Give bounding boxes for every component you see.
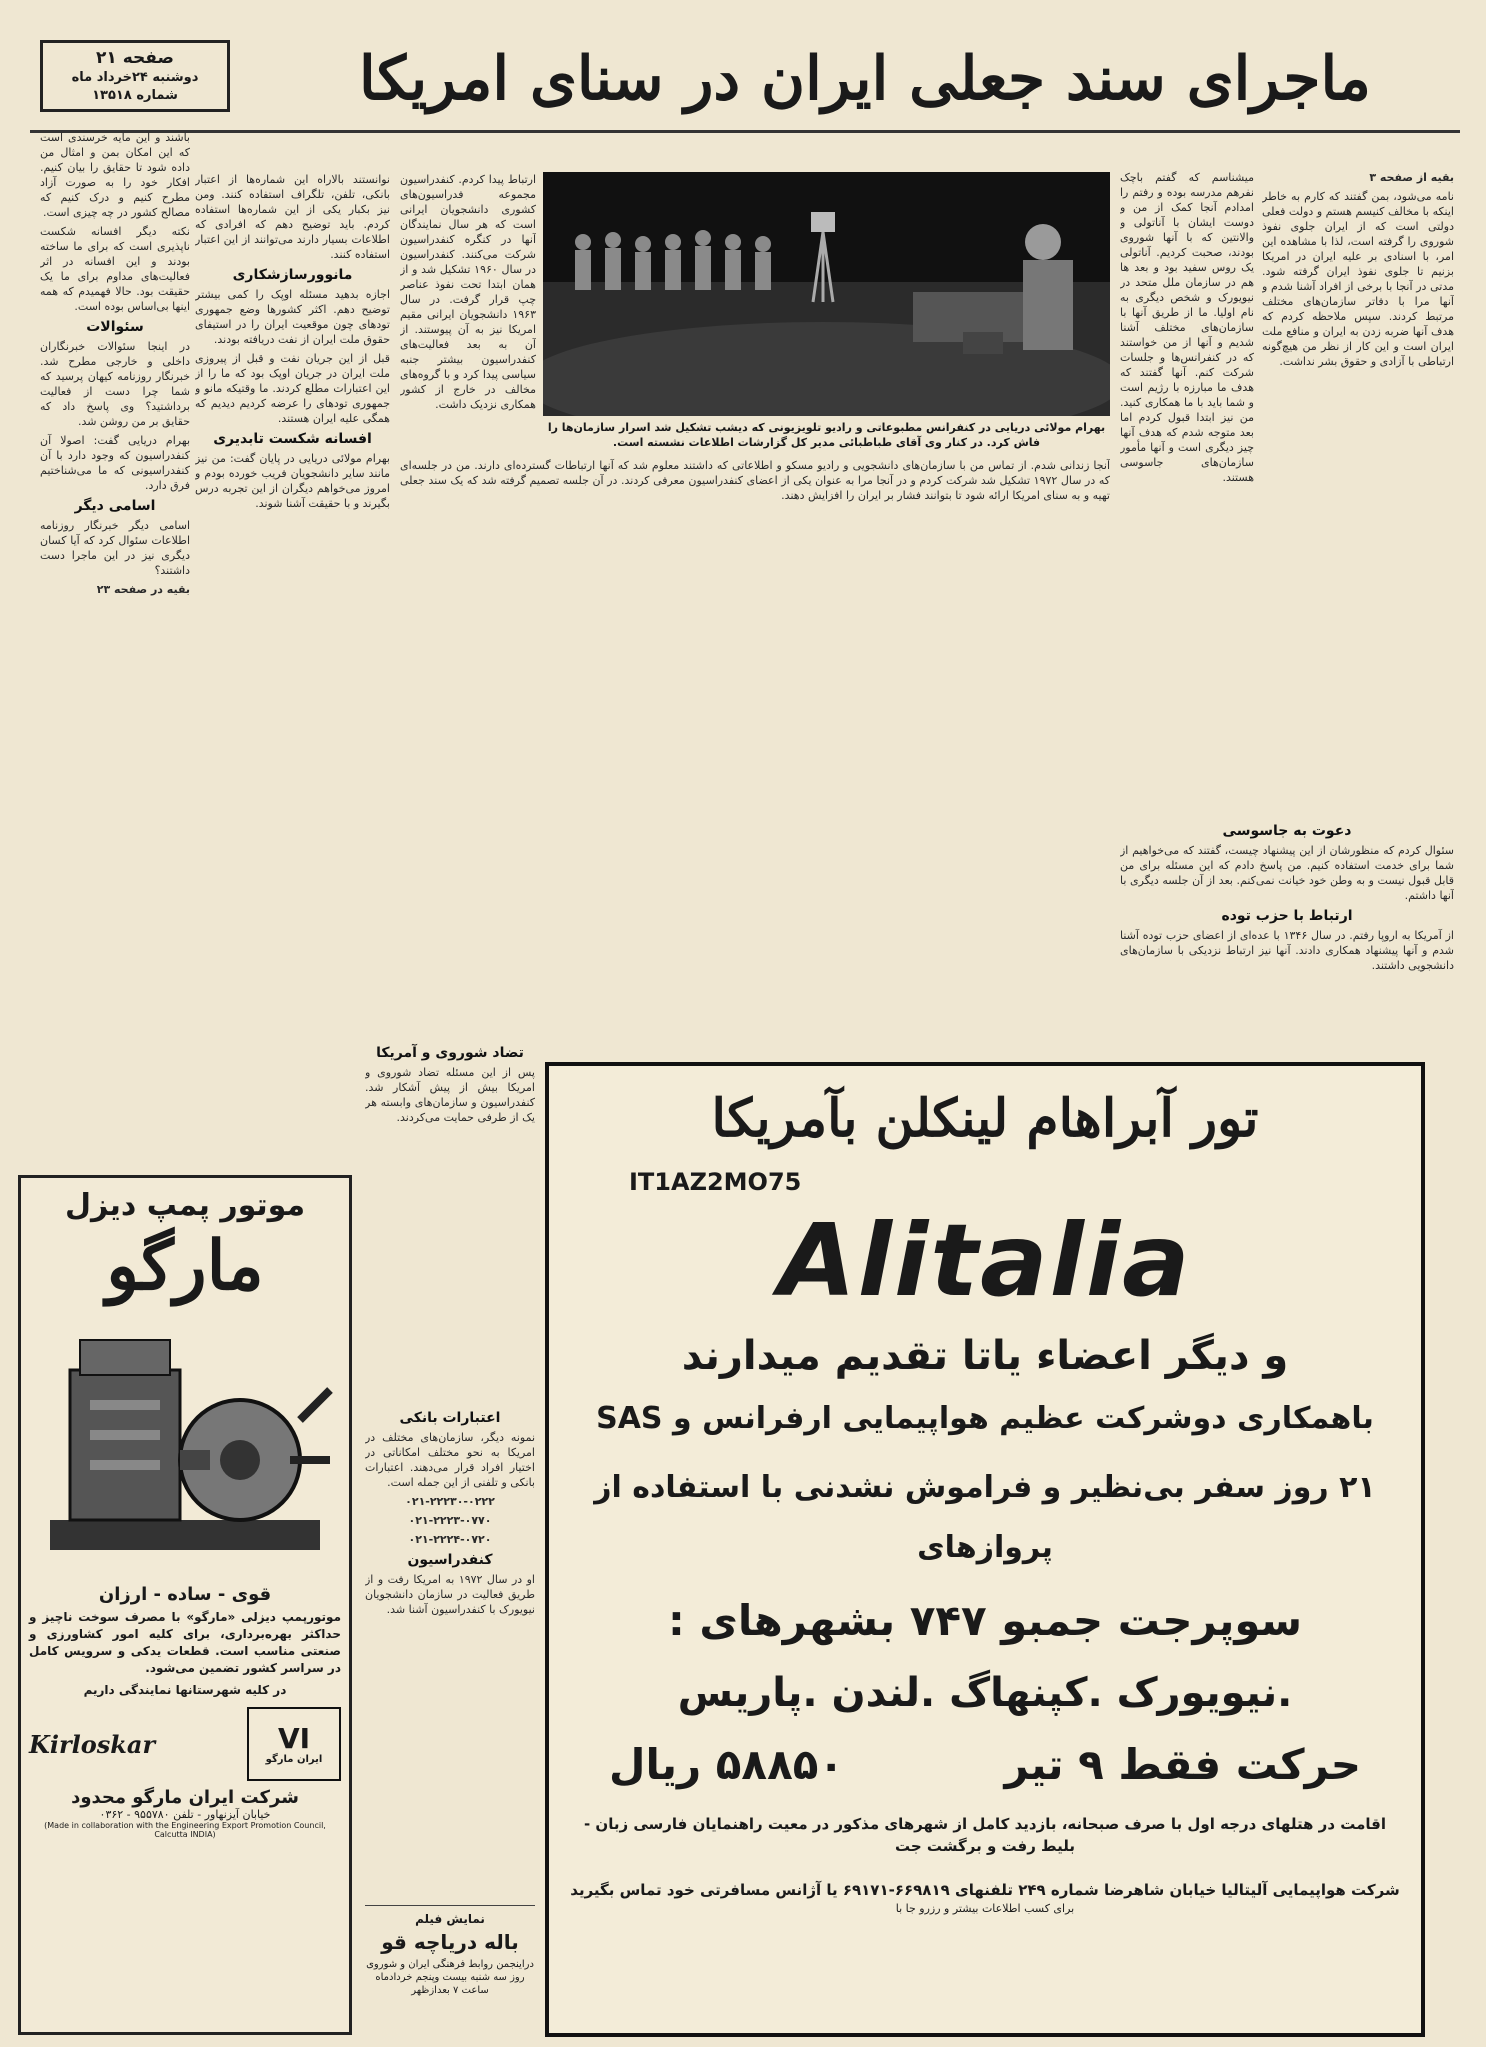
- marco-footer: (Made in collaboration with the Engineering Export Promotion Council, Calcutta INDIA): [44, 1821, 326, 1839]
- article-column-4: [400, 172, 536, 452]
- subhead-manoeuvre: مانوورسازشکاری: [232, 267, 353, 283]
- aircraft-line: سوپرجت جمبو ۷۴۷ بشهرهای :: [667, 1596, 1303, 1645]
- tour-title: تور آبراهام لینکلن بآمریکا: [711, 1088, 1259, 1149]
- col5-text: نوانستند بالاراه این شماره‌ها از اعتبار بانکی، تلفن، تلگراف استفاده کنند. ومن نیز بکبار یکی از این شماره‌ها استفاده کردم. باید توضیح دهم که افرادی که اطلاعات بسیار دارند می‌توانند از این اعتبار استفاده کنند.: [195, 173, 390, 261]
- tour-price: ۵۸۸۵۰ ریال: [609, 1740, 844, 1789]
- iata-members-line: و دیگر اعضاء یاتا تقدیم میدارند: [681, 1333, 1289, 1379]
- phone-3: ۰۲۱-۲۲۲۴-۰۷۲۰: [408, 1533, 492, 1546]
- article-col1-text: نامه می‌شود، بمن گفتند که کارم به خاطر اینکه با مخالف کنیسم هستم و دولت فعلی دولتی است که از ایران جلوی نفوذ شوروی را گرفته است، لذا با مشاهده این امر، با اسنادی بر علیه ایران در امریکا بزنیم تا جلوی نفوذ ایران گرفته شود. مدتی در آنجا با برخی از افراد آشنا شدم و آنها مرا با دفاتر سازمان‌های مختلف مرتبط کردند. سپس ملاحظه کردم که هدف آنها ضربه زدن به ایران و منافع ملت ایران است و این کار از نظر من هیچ‌گونه ارتباطی با آزادی و حقوق بشر نداشت.: [1262, 190, 1454, 368]
- subhead-bank: اعتبارات بانکی: [399, 1410, 501, 1426]
- continuation-note: بقیه از صفحه ۳: [1369, 171, 1454, 184]
- manoeuvre-text: اجازه بدهید مسئله اوپک را کمی بیشتر توضیح دهم. اکثر کشورها وضع جمهوری تودهای چون موقعیت ایران را در استیفای حقوق ملت ایران از نفت دریافته بودند.: [195, 288, 390, 346]
- engine-pump-icon: [30, 1310, 340, 1580]
- continued-note: بقیه در صفحه ۲۳: [96, 583, 190, 596]
- film-notice-label: نمایش فیلم: [415, 1912, 485, 1926]
- photo-caption: بهرام مولائی دریایی در کنفرانس مطبوعاتی و رادیو تلویزیونی که دیشب تشکیل شد اسرار سازمان‌ها را فاش کرد. در کنار وی آقای طباطبائی مدیر کل گزارشات اطلاعات نشسته است.: [547, 421, 1106, 449]
- film-notice: [365, 1905, 535, 2015]
- bank-section: [365, 1405, 535, 1825]
- info-line: برای کسب اطلاعات بیشتر و رزرو جا با: [895, 1902, 1075, 1915]
- failure-text: بهرام مولائی دریایی در پایان گفت: من نیز مانند سایر دانشجویان فریب خورده بودم و امروز می‌خواهم دیگران از این تجربه درس بگیرند و با حقیقت آشنا شوند.: [195, 452, 390, 510]
- issue-date: دوشنبه ۲۴خرداد ماه: [71, 70, 199, 85]
- col6-end-text: بهرام دریایی گفت: اصولا آن کنفدراسیون که وجود دارد با آن کنفدراسیونی که ما می‌شناختیم فرق دارد.: [40, 434, 190, 492]
- bank-text: نمونه دیگر، سازمان‌های مختلف در امریکا به نحو مختلف امکاناتی در اختیار افراد قرار می‌دهند. اعتبارات بانکی و تلفنی از این جمله است.: [365, 1431, 535, 1489]
- soviet-text: پس از این مسئله تضاد شوروی و امریکا بیش از پیش آشکار شد. کنفدراسیون و سازمان‌های وابسته هر یک از طرفی حمایت می‌کردند.: [365, 1066, 535, 1124]
- article-column-3: [400, 458, 1110, 1038]
- subhead-tudeh: ارتباط با حزب توده: [1221, 908, 1353, 924]
- tour-code: IT1AZ2MO75: [629, 1168, 802, 1196]
- partners-line: باهمکاری دوشرکت عظیم هواپیمایی ارفرانس و SAS: [596, 1401, 1374, 1436]
- page-number: صفحه ۲۱: [96, 48, 174, 68]
- kirloskar-logo: Kirloskar: [29, 1729, 156, 1759]
- marco-advertisement: [18, 1175, 352, 2035]
- article-col3-text: آنجا زندانی شدم. از تماس من با سازمان‌های دانشجویی و رادیو مسکو و اطلاعاتی که داشتند معلوم شد که آنها ارتباطات گسترده‌ای دارند. من در جلسه‌ای که در سال ۱۹۷۲ تشکیل شد شرکت کردم و در آنجا مرا به عنوان یکی از اعضای کنفدراسیون معرفی کردند. در آن جلسه تصمیم گرفته شد که یک سند جعلی تهیه و به سنای امریکا ارائه شود تا بتوانند فشار بر ایران را افزایش دهند.: [400, 459, 1110, 502]
- contact-line: شرکت هواپیمایی آلیتالیا خیابان شاهرضا شماره ۲۴۹ تلفنهای ۶۶۹۸۱۹-۶۹۱۷۱ یا آژانس مسافرتی خود تماس بگیرید: [570, 1881, 1400, 1899]
- espionage-section: [1120, 818, 1454, 1048]
- marco-company: شرکت ایران مارگو محدود: [71, 1787, 299, 1808]
- article-col2-text: میشناسم که گفتم باچک نفرهم مدرسه بوده و رفتم را امدادم آنجا کمک از من و دوست ایشان با آناتولی و والانتین که با آنها شوروی بودند، صحبت کردیم. آناتولی یک روس سفید بود و بعد ها هم در سازمان ملل متحد در نیویورک و شخص دیگری به نام اولیا. ما از طریق آنها با سازمان‌های مختلف آشنا شدیم و آنها از من خواستند که در کنفرانس‌ها و جلسات شرکت کنم. آنها گفتند که هدف ما مبارزه با رژیم است و شما باید با ما همکاری کنید. من نیز ابتدا قبول کردم اما بعد متوجه شدم که هدف آنها چیز دیگری است و آنها مأمور سازمان‌های جاسوسی هستند.: [1120, 171, 1254, 484]
- iran-marco-logo-text: ایران مارگو: [265, 1753, 323, 1765]
- article-column-6: [40, 130, 190, 1170]
- marco-address: خیابان آیزنهاور - تلفن ۹۵۵۷۸۰ - ۰۳۶۲: [99, 1808, 271, 1821]
- departure-date: حرکت فقط ۹ تیر: [1004, 1740, 1361, 1789]
- tudeh-text: از آمریکا به اروپا رفتم. در سال ۱۳۴۶ با عده‌ای از اعضای حزب توده آشنا شدم و آنها پیشنهاد همکاری دادند. آنها نیز ارتباط نزدیکی با سازمان‌های دانشجویی داشتند.: [1120, 929, 1454, 972]
- espionage-text: سئوال کردم که منظورشان از این پیشنهاد چیست، گفتند که می‌خواهیم از شما برای خدمت استفاده کنیم. من پاسخ دادم که این مسئله برای من قابل قبول نیست و به وطن خود خیانت نمی‌کنم. بعد از آن جلسه دیگری با آنها داشتم.: [1120, 844, 1454, 902]
- questions-text: در اینجا سئوالات خبرنگاران داخلی و خارجی مطرح شد. خبرنگار روزنامه کیهان پرسید که شما چرا دست از فعالیت برداشتید؟ وی پاسخ داد که حقایق بر من روشن شد.: [40, 340, 190, 428]
- press-conference-photo: [543, 172, 1110, 416]
- article-column-2: [1120, 170, 1254, 810]
- headline-rule: [30, 130, 1460, 133]
- phone-2: ۰۲۱-۲۲۲۳-۰۷۷۰: [408, 1514, 492, 1527]
- col5-lower-text: قبل از این جریان نفت و قبل از پیروزی ملت ایران در جریان اوپک بود که ما را از این اعتبارات مطلع کردند. ما وقتیکه مانو و جمهوری تودهای را عرضه کردیم دیدیم که همگی علیه ایران هستند.: [195, 352, 390, 425]
- marco-title: موتور پمپ دیزل: [64, 1188, 306, 1223]
- soviet-section: [365, 1040, 535, 1400]
- subhead-confed: کنفدراسیون: [407, 1552, 493, 1568]
- page-header-box: [40, 40, 230, 112]
- col6-top-text: باشند و این مایه خرسندی است که این امکان بمن و امثال من داده شود تا حقایق را بیان کنیم. افکار خود را به صورت آزاد مطرح کنیم و درک کنیم که مصالح کشور در چه چیزی است.: [40, 131, 190, 219]
- phone-1: ۰۲۱-۲۲۲۳۰-۰۲۲۲: [405, 1495, 495, 1508]
- marco-brand: مارگو: [106, 1226, 264, 1306]
- alitalia-advertisement: [545, 1062, 1425, 2037]
- subhead-names: اسامی دیگر: [74, 498, 156, 514]
- headline: ماجرای سند جعلی ایران در سنای امریکا: [359, 44, 1371, 114]
- subhead-espionage: دعوت به جاسوسی: [1222, 823, 1352, 839]
- marco-body: موتورپمپ دیزلی «مارگو» با مصرف سوخت ناچیز و حداکثر بهره‌برداری، برای کلیه امور کشاورزی و صنعتی مناسب است. قطعات یدکی و سرویس کامل در سراسر کشور تضمین می‌شود.: [29, 1610, 341, 1675]
- alitalia-logo: Alitalia: [778, 1202, 1192, 1319]
- subhead-questions: سئوالات: [86, 319, 144, 335]
- photo-scene-icon: [543, 172, 1110, 416]
- film-notice-text: دراینجمن روابط فرهنگی ایران و شوروی روز سه شنبه بیست وپنجم خردادماه ساعت ۷ بعدازظهر: [366, 1959, 534, 1996]
- issue-number: شماره ۱۳۵۱۸: [92, 88, 178, 103]
- col6-mid-text: نکته دیگر افسانه شکست ناپذیری است که برای ما ساخته بودند و این افسانه در اثر فعالیت‌های مداوم برای ما یک حقیقت بود. حالا فهمیدم که همه اینها بی‌اساس بوده است.: [40, 225, 190, 313]
- subhead-soviet: تضاد شوروی و آمریکا: [376, 1045, 524, 1061]
- subhead-failure: افسانه شکست تابدیری: [213, 431, 372, 447]
- confed-text: او در سال ۱۹۷۲ به امریکا رفت و از طریق فعالیت در سازمان دانشجویان نیویورک با کنفدراسیون آشنا شد.: [365, 1573, 535, 1616]
- marco-tagline: قوی - ساده - ارزان: [98, 1584, 272, 1605]
- engine-pump-illustration: [29, 1310, 341, 1580]
- marco-dealers: در کلیه شهرستانها نمایندگی داریم: [83, 1683, 287, 1697]
- iran-marco-logo-icon: ⅤⅠ: [277, 1721, 311, 1755]
- article-column-1: [1262, 170, 1454, 810]
- names-text: اسامی دیگر خبرنگار روزنامه اطلاعات سئوال کرد که آیا کسان دیگری نیز در این ماجرا دست داشتند؟: [40, 519, 190, 577]
- film-title: باله دریاچه قو: [381, 1930, 519, 1954]
- article-col4-text: ارتباط پیدا کردم. کنفدراسیون مجموعه فدراسیون‌های کشوری دانشجویان ایرانی است که هر سال نمایندگان آنها در کنگره کنفدراسیون شرکت می‌کنند. کنفدراسیون در سال ۱۹۶۰ تشکیل شد و از همان ابتدا تحت نفوذ عناصر چپ قرار گرفت. در سال ۱۹۶۳ دانشجویان ایرانی مقیم امریکا نیز به آن پیوستند. از آن به بعد فعالیت‌های کنفدراسیون بیشتر جنبه سیاسی پیدا کرد و با گروه‌های مخالف در خارج از کشور همکاری نزدیک داشت.: [400, 173, 536, 411]
- iran-marco-logo: [247, 1707, 341, 1781]
- cities-line: .نیویورک .کپنهاگ .لندن .پاریس: [677, 1670, 1293, 1716]
- article-column-5: [195, 172, 390, 1052]
- trip-line: ۲۱ روز سفر بی‌نظیر و فراموش نشدنی با استفاده از پروازهای: [594, 1470, 1376, 1565]
- tour-note: اقامت در هتلهای درجه اول با صرف صبحانه، بازدید کامل از شهرهای مذکور در معیت راهنمایان فارسی زبان - بلیط رفت و برگشت جت: [583, 1815, 1387, 1855]
